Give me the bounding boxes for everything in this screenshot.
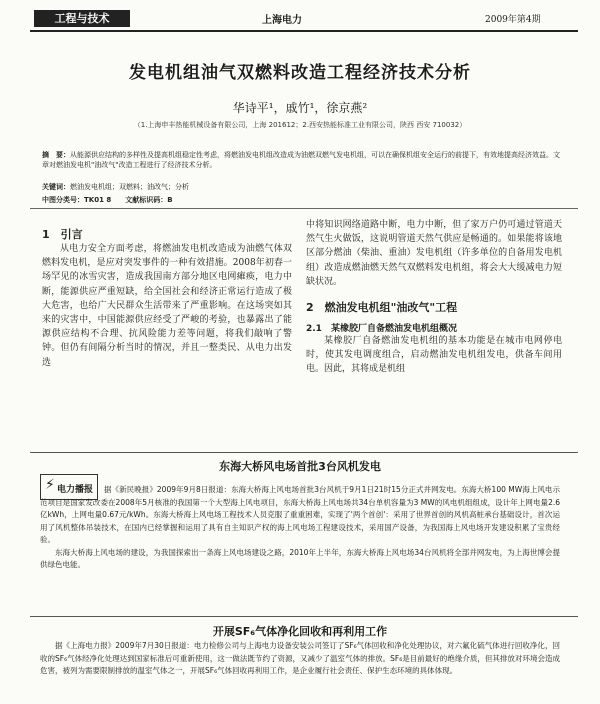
keywords-label: 关键词：	[42, 183, 70, 191]
news2-paragraph: 据《上海电力报》2009年7月30日报道：电力检修公司与上海电力设备安装公司签订了SF₆气体回收和净化处理协议，对六氟化硫气体进行回收净化，回收的SF₆气体经净化处理达到国家标准后可重新使用，这一做法既节约了资源，又减少了温室气体的排放。SF₆是目前最好的绝缘介质，但其排放对环境会造成危害，被列为需要限制排放的温室气体之一，开展SF₆气体回收再利用工作，是企业履行社会责任、保护生态环境的具体体现。	[40, 641, 560, 675]
section2-heading: 2 燃油发电机组"油改气"工程	[306, 301, 458, 315]
lightning-icon: ⚡	[45, 477, 55, 493]
news2-title: 开展SF₆气体净化回收和再利用工作	[212, 625, 388, 638]
section-tag: 工程与技术	[34, 10, 130, 27]
issue-label: 2009年第4期	[485, 15, 541, 25]
article-title: 发电机组油气双燃料改造工程经济技术分析	[129, 63, 471, 83]
abstract-text: 从能源供应结构的多样性及提高机组稳定性考虑，将燃油发电机组改造成为油燃双燃气发电机组，可以在确保机组安全运行的前提下，有效地提高经济效益。文章对燃油发电机"油改气"改造工程进行了经济技术分析。	[42, 151, 560, 169]
news-divider	[30, 452, 578, 453]
article-authors: 华诗平¹，戚竹¹，徐京燕²	[232, 101, 368, 115]
news-logo-text: 电力播报	[57, 485, 94, 495]
classification: 中图分类号：TK01 8 文献标识码：B	[42, 196, 173, 204]
news1-title: 东海大桥风电场首批3台风机发电	[219, 460, 381, 473]
abstract	[42, 150, 562, 170]
keywords-text: 燃油发电机组；双燃料；油改气；分析	[70, 183, 189, 191]
journal-name: 上海电力	[262, 15, 302, 26]
right-column	[306, 218, 562, 377]
meta-divider	[30, 208, 578, 209]
article-affiliation: （1.上海申丰热能机械设备有限公司，上海 201612；2.西安热能标准工业有限公司，陕西 西安 710032）	[133, 121, 467, 129]
news-divider	[30, 616, 578, 617]
keywords	[42, 182, 562, 192]
news1-body	[40, 484, 560, 572]
header-rule	[30, 30, 578, 32]
left-paragraph: 从电力安全方面考虑，将燃油发电机改造成为油燃气体双燃料发电机，是应对突发事件的一种有效措施。2008年初春一场罕见的冰雪灾害，造成我国南方部分地区电网瘫痪，电力中断，能源供应严重短缺，给全国社会和经济正常运行造成了极大危害，也给广大民群众生活带来了严重影响。在这场突如其来的灾害中，中国能源供应经受了严峻的考验，也暴露出了能源供应结构不合理、抗风险能力差等问题，将我们敲响了警钟。但仍有间隔分析当时的情况，并且一整类民、从电力出发选	[42, 244, 292, 368]
left-column	[42, 226, 292, 370]
right-paragraph: 中将知识网络道路中断，电力中断，但了家万户仍可通过管道天然气生火做饭，这说明管道天然气供应是畅通的。如果能将该地区部分燃油（柴油、重油）发电机组（许多单位的自备用发电机组）改造成燃油燃天然气双燃料发电机组，将会大大缓减电力短缺状况。	[306, 220, 562, 287]
section21-paragraph: 某橡胶厂自备燃油发电机组的基本功能是在城市电网停电时，使其发电调度组合，启动燃油发电机组发电，供备车间用电。因此，其将成是机组	[306, 336, 562, 375]
news1-paragraph: 东海大桥海上风电场的建设，为我国探索出一条海上风电场建设之路，2010年上半年，东海大桥海上风电场34台风机将全部并网发电，为上海世博会提供绿色电能。	[40, 547, 560, 569]
section21-heading: 2.1 某橡胶厂自备燃油发电机组概况	[306, 324, 457, 335]
abstract-label: 摘 要：	[42, 151, 70, 159]
news1-paragraph: 据《新民晚报》2009年9月8日报道：东海大桥海上风电场首批3台风机于9月1日21时15分正式并网发电。东海大桥100 MW海上风电示范项目是国家发改委在2008年5月核准的我国第一个大型海上风电项目，东海大桥海上风电场共34台单机容量为3 MW的风电机组组成，设计年上网电量2.6亿kWh，上网电量0.67元/kWh。东海大桥海上风电场工程技术人员克服了重重困难，实现了'两个首创'：采用了世界首创的风机高桩承台基础设计，首次运用了风机整体吊装技术，在国内已经掌握和运用了具有自主知识产权的海上风电场工程建设技术，采用国产设备，为我国海上风电场开发建设积累了宝贵经验。	[40, 485, 560, 544]
news2-body	[40, 640, 560, 678]
section1-heading: 1 引言	[42, 228, 83, 241]
